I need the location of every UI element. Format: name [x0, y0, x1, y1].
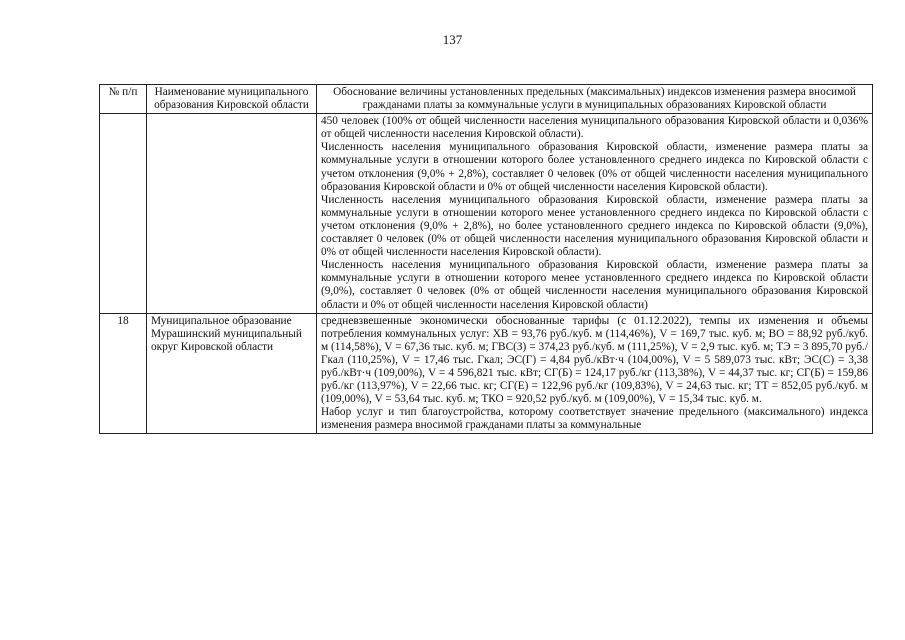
page-number: 137 — [442, 32, 463, 47]
tariff-table — [99, 84, 873, 434]
row-number: 18 — [100, 313, 147, 434]
row-justification — [317, 313, 873, 434]
paragraph: средневзвешенные экономически обоснованные тарифы (с 01.12.2022), темпы их изменения и объемы потребления коммунальных услуг: ХВ = 93,76 руб./куб. м (114,46%), V = 169,7 тыс. куб. м; ВО = 88,92 руб./куб. м (114,58%), V = 67,36 тыс. куб. м; ГВС(З) = 374,23 руб./куб. м (111,25%), V = 2,9 тыс. куб. м; ТЭ = 3 895,70 руб./Гкал (110,25%), V = 17,46 тыс. Гкал; ЭС(Г) = 4,84 руб./кВт·ч (104,00%), V = 5 589,073 тыс. кВт; ЭС(С) = 3,38 руб./кВт·ч (109,00%), V = 4 596,821 тыс. кВт; СГ(Б) = 124,17 руб./кг (113,38%), V = 44,37 тыс. кг; СГ(Б) = 159,86 руб./кг (113,97%), V = 22,66 тыс. кг; СГ(Е) = 122,96 руб./кг (109,83%), V = 24,63 тыс. кг; ТТ = 852,05 руб./куб. м (109,00%), V = 53,64 тыс. куб. м; ТКО = 920,52 руб./куб. м (109,00%), V = 15,34 тыс. куб. м. — [321, 314, 869, 406]
table-row — [100, 114, 873, 313]
row-number — [100, 114, 147, 313]
table-header-row — [100, 85, 873, 114]
table-row — [100, 313, 873, 434]
row-municipality: Муниципальное образование Мурашинский муниципальный округ Кировской области — [147, 313, 317, 434]
header-number: № п/п — [100, 85, 147, 114]
paragraph: 450 человек (100% от общей численности населения муниципального образования Кировской области и 0,036% от общей численности населения Кировской области). — [321, 115, 868, 141]
header-municipality: Наименование муниципального образования Кировской области — [147, 85, 317, 114]
paragraph: Численность населения муниципального образования Кировской области, изменение размера платы за коммунальные услуги в отношении которого более установленного среднего индекса по Кировской области с учетом отклонения (9,0% + 2,8%), составляет 0 человек (0% от общей численности населения муниципального образования Кировской области и 0% от общей численности населения Кировской области). — [321, 141, 868, 193]
header-justification: Обоснование величины установленных предельных (максимальных) индексов изменения размера вносимой гражданами платы за коммунальные услуги в муниципальных образованиях Кировской области — [317, 85, 873, 114]
paragraph: Численность населения муниципального образования Кировской области, изменение размера платы за коммунальные услуги в отношении которого менее установленного среднего индекса по Кировской области (9,0%), составляет 0 человек (0% от общей численности населения муниципального образования Кировской области и 0% от общей численности населения Кировской области) — [321, 259, 868, 311]
paragraph: Численность населения муниципального образования Кировской области, изменение размера платы за коммунальные услуги в отношении которого менее установленного среднего индекса по Кировской области с учетом отклонения (9,0% + 2,8%), но более установленного среднего индекса по Кировской области (9,0%), составляет 0 человек (0% от общей численности населения муниципального образования Кировской области и 0% от общей численности населения Кировской области). — [321, 193, 868, 259]
row-justification — [317, 114, 873, 313]
paragraph: Набор услуг и тип благоустройства, которому соответствует значение предельного (максимального) индекса изменения размера вносимой гражданами платы за коммунальные — [321, 406, 868, 432]
row-municipality — [147, 114, 317, 313]
